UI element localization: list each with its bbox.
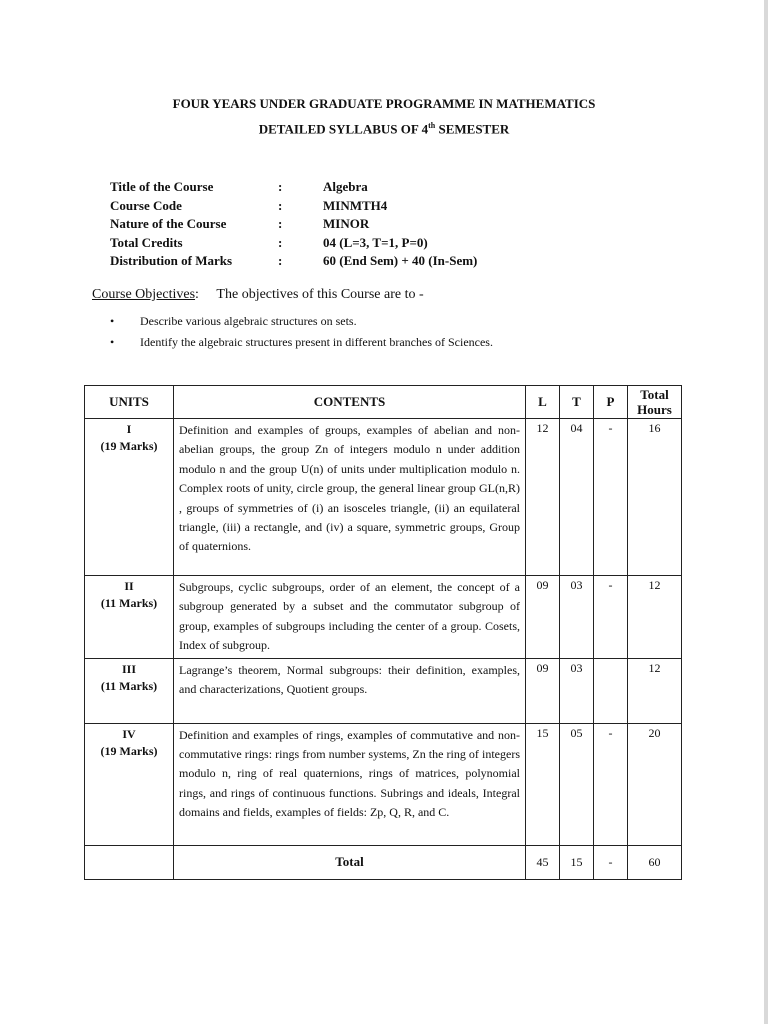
- objective-text: Identify the algebraic structures present in different branches of Sciences.: [140, 335, 493, 349]
- unit-cell: [85, 576, 174, 659]
- content-cell: Definition and examples of rings, examples of commutative and non-commutative rings: rings from number systems, Zn the ring of integers modulo n, ring of real quaternions, rings of matrices, polynomial rings, and rings of continuous functions. Subrings and ideals, Integral domains and fields, examples of fields: Zp, Q, R, and C.: [174, 723, 526, 845]
- t-cell: 04: [560, 419, 594, 576]
- header-total-hours: Total Hours: [628, 386, 682, 419]
- course-info-value: MINOR: [323, 216, 370, 231]
- unit-number: I: [126, 422, 132, 436]
- l-cell: 09: [526, 576, 560, 659]
- objective-text: Describe various algebraic structures on sets.: [140, 314, 357, 328]
- p-cell: -: [594, 419, 628, 576]
- unit-cell: [85, 658, 174, 723]
- total-empty-cell: [85, 845, 174, 879]
- header-units: UNITS: [85, 386, 174, 419]
- p-cell: -: [594, 576, 628, 659]
- list-item: [110, 335, 493, 356]
- table-header-row: [85, 386, 682, 419]
- unit-marks: (11 Marks): [100, 596, 158, 610]
- hours-cell: 20: [628, 723, 682, 845]
- table-row: [85, 576, 682, 659]
- hours-cell: 12: [628, 576, 682, 659]
- course-info-colon: :: [278, 216, 283, 231]
- unit-number: III: [121, 661, 136, 676]
- course-objectives: [92, 287, 424, 303]
- t-cell: 05: [560, 723, 594, 845]
- p-cell: -: [594, 723, 628, 845]
- hours-cell: 12: [628, 658, 682, 723]
- course-info-label: Nature of the Course: [110, 216, 227, 231]
- t-cell: 03: [560, 576, 594, 659]
- header-t: T: [560, 386, 594, 419]
- syllabus-title: [0, 121, 768, 137]
- content-cell: Subgroups, cyclic subgroups, order of an element, the concept of a subgroup generated by a subset and the commutator subgroup of group, examples of subgroups including the center of a group. Cosets, Index of subgroup.: [174, 576, 526, 659]
- course-info-value: 60 (End Sem) + 40 (In-Sem): [323, 253, 478, 268]
- p-cell: [594, 658, 628, 723]
- t-cell: 03: [560, 658, 594, 723]
- course-info-colon: :: [278, 197, 283, 213]
- table-total-row: [85, 845, 682, 879]
- syllabus-title-prefix: DETAILED SYLLABUS OF 4: [258, 121, 429, 137]
- course-info-row: [110, 253, 477, 272]
- course-info-label: Title of the Course: [110, 179, 214, 194]
- table-row: [85, 658, 682, 723]
- content-cell: Definition and examples of groups, examples of abelian and non-abelian groups, the group Zn of integers modulo n under addition modulo n and the group U(n) of units under multiplication modulo n. Complex roots of unity, circle group, the general linear group GL(n,R) , groups of symmetries of (i) an isosceles triangle, (ii) an equilateral triangle, (iii) a rectangle, and (iv) a square, symmetric groups, Group of quaternions.: [174, 419, 526, 576]
- course-info-label: Distribution of Marks: [110, 253, 233, 268]
- course-info-row: [110, 179, 477, 198]
- objectives-list: [110, 314, 493, 356]
- unit-marks: (19 Marks): [100, 439, 158, 453]
- table-row: [85, 419, 682, 576]
- l-cell: 09: [526, 658, 560, 723]
- course-info-colon: :: [278, 253, 283, 268]
- content-cell: Lagrange’s theorem, Normal subgroups: their definition, examples, and characterizations, Quotient groups.: [174, 658, 526, 723]
- syllabus-title-suffix: SEMESTER: [435, 121, 510, 137]
- programme-title: FOUR YEARS UNDER GRADUATE PROGRAMME IN MATHEMATICS: [172, 96, 596, 111]
- course-info-row: [110, 198, 477, 217]
- l-cell: 12: [526, 419, 560, 576]
- table-row: [85, 723, 682, 845]
- course-info-value: MINMTH4: [323, 197, 388, 213]
- course-info-row: [110, 235, 477, 254]
- course-info: [110, 179, 477, 272]
- header-contents: CONTENTS: [174, 386, 526, 419]
- page-edge: [764, 0, 768, 1024]
- unit-cell: [85, 723, 174, 845]
- course-info-label: Course Code: [110, 197, 182, 213]
- course-info-value: Algebra: [323, 179, 368, 194]
- total-t: 15: [560, 845, 594, 879]
- course-info-row: [110, 216, 477, 235]
- objectives-intro: The objectives of this Course are to -: [216, 287, 424, 302]
- course-info-value: 04 (L=3, T=1, P=0): [323, 234, 428, 250]
- unit-cell: [85, 419, 174, 576]
- total-p: -: [594, 845, 628, 879]
- l-cell: 15: [526, 723, 560, 845]
- syllabus-table: [84, 385, 682, 880]
- list-item: [110, 314, 493, 335]
- total-label: Total: [174, 845, 526, 879]
- header-p: P: [594, 386, 628, 419]
- header-l: L: [526, 386, 560, 419]
- unit-number: II: [124, 579, 134, 593]
- objectives-colon: :: [195, 287, 199, 302]
- course-info-colon: :: [278, 234, 283, 250]
- bullet-icon: •: [110, 314, 115, 328]
- syllabus-title-sup: th: [428, 121, 436, 130]
- unit-marks: (19 Marks): [100, 743, 158, 758]
- bullet-icon: •: [110, 335, 115, 349]
- unit-marks: (11 Marks): [100, 678, 158, 693]
- course-info-colon: :: [278, 179, 283, 194]
- unit-number: IV: [122, 726, 136, 741]
- total-l: 45: [526, 845, 560, 879]
- objectives-label: Course Objectives: [92, 287, 196, 302]
- total-hours: 60: [628, 845, 682, 879]
- hours-cell: 16: [628, 419, 682, 576]
- course-info-label: Total Credits: [110, 234, 183, 250]
